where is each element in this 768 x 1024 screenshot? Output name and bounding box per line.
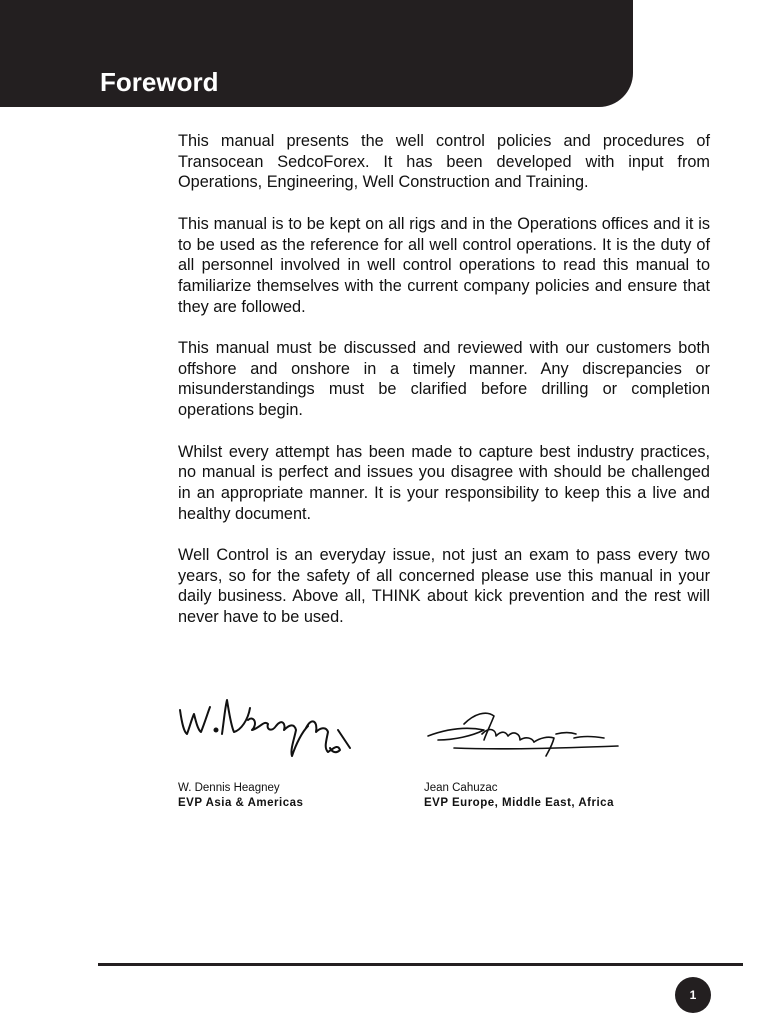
page-number-badge: 1 <box>675 977 711 1013</box>
foreword-body <box>178 131 710 649</box>
signatory-heagney <box>178 690 408 809</box>
page-title: Foreword <box>100 67 219 97</box>
signature-heagney-icon <box>178 690 368 772</box>
paragraph-5: Well Control is an everyday issue, not just an exam to pass every two years, so for the safety of all concerned please use this manual in your daily business. Above all, THINK about kick prevention and the rest will never have to be used. <box>178 546 710 627</box>
header-band <box>0 0 633 107</box>
signatory-name: Jean Cahuzac <box>424 782 498 794</box>
paragraph-3: This manual must be discussed and reviewed with our customers both offshore and onshore in a timely manner. Any discrepancies or misunderstandings must be clarified before drilling or completion operations begin. <box>178 339 710 420</box>
signatory-title: EVP Europe, Middle East, Africa <box>424 797 614 809</box>
paragraph-2: This manual is to be kept on all rigs and in the Operations offices and it is to be used as the reference for all well control operations. It is the duty of all personnel involved in well control operations to read this manual to familiarize themselves with the current company policies and ensure that they are followed. <box>178 214 710 316</box>
signature-section <box>178 690 718 820</box>
footer-divider <box>98 963 743 966</box>
signatory-title: EVP Asia & Americas <box>178 797 304 809</box>
paragraph-4: Whilst every attempt has been made to capture best industry practices, no manual is perfect and issues you disagree with should be challenged in an appropriate manner. It is your responsibility to keep this a live and healthy document. <box>178 442 710 523</box>
signatory-cahuzac <box>424 690 714 809</box>
paragraph-1: This manual presents the well control policies and procedures of Transocean SedcoForex. It has been developed with input from Operations, Engineering, Well Construction and Training. <box>178 132 710 192</box>
signatory-name: W. Dennis Heagney <box>178 782 280 794</box>
signature-cahuzac-icon <box>424 690 634 772</box>
